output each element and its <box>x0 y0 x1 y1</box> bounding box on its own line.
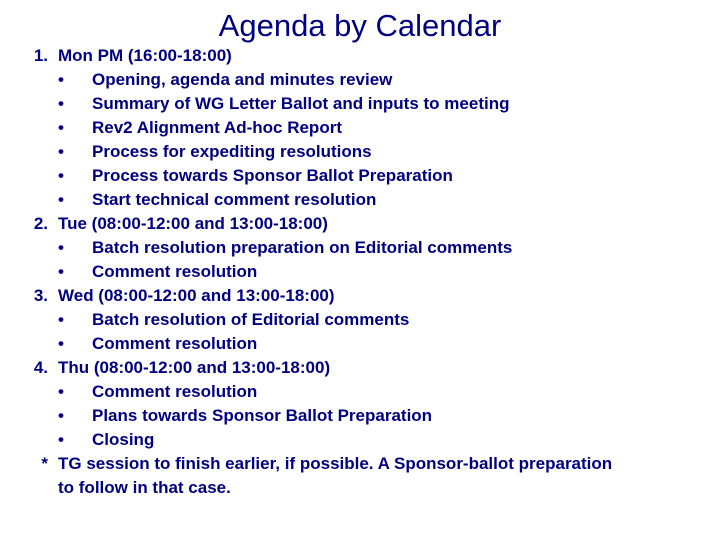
sub-item-text: Opening, agenda and minutes review <box>92 70 393 89</box>
bullet-icon: • <box>58 94 64 113</box>
sub-item-text: Plans towards Sponsor Ballot Preparation <box>92 406 433 425</box>
slide-title: Agenda by Calendar <box>218 8 502 43</box>
sub-item-text: Process towards Sponsor Ballot Preparation <box>92 166 453 185</box>
item-number: 1. <box>33 46 48 65</box>
bullet-icon: • <box>58 310 64 329</box>
agenda-item <box>20 44 710 68</box>
footnote-marker: * <box>41 454 48 473</box>
item-text: Mon PM (16:00-18:00) <box>58 46 232 65</box>
sub-item <box>20 332 710 356</box>
agenda-item <box>20 284 710 308</box>
agenda-item <box>20 356 710 380</box>
bullet-icon: • <box>58 334 64 353</box>
sub-item-text: Process for expediting resolutions <box>92 142 372 161</box>
sub-item <box>20 164 710 188</box>
sub-item-text: Comment resolution <box>92 382 258 401</box>
bullet-icon: • <box>58 190 64 209</box>
item-number: 2. <box>33 214 48 233</box>
sub-item <box>20 140 710 164</box>
sub-item-text: Comment resolution <box>92 334 258 353</box>
bullet-icon: • <box>58 430 64 449</box>
footnote <box>20 452 710 500</box>
agenda-list <box>20 44 710 500</box>
item-text: Wed (08:00-12:00 and 13:00-18:00) <box>58 286 335 305</box>
item-text: Tue (08:00-12:00 and 13:00-18:00) <box>58 214 328 233</box>
bullet-icon: • <box>58 262 64 281</box>
sub-item-text: Batch resolution of Editorial comments <box>92 310 410 329</box>
sub-item <box>20 188 710 212</box>
bullet-icon: • <box>58 142 64 161</box>
sub-item <box>20 92 710 116</box>
item-number: 3. <box>33 286 48 305</box>
item-text: Thu (08:00-12:00 and 13:00-18:00) <box>58 358 331 377</box>
agenda-item <box>20 212 710 236</box>
sub-item <box>20 380 710 404</box>
sub-item-text: Rev2 Alignment Ad-hoc Report <box>92 118 342 137</box>
sub-item-text: Closing <box>92 430 155 449</box>
sub-item-text: Batch resolution preparation on Editorial comments <box>92 238 513 257</box>
footnote-text: TG session to finish earlier, if possible. A Sponsor-ballot preparation to follow in that case. <box>58 454 613 497</box>
sub-item <box>20 404 710 428</box>
sub-item <box>20 428 710 452</box>
bullet-icon: • <box>58 406 64 425</box>
sub-item-text: Comment resolution <box>92 262 258 281</box>
sub-item <box>20 236 710 260</box>
sub-item <box>20 116 710 140</box>
sub-item <box>20 68 710 92</box>
sub-item <box>20 308 710 332</box>
bullet-icon: • <box>58 70 64 89</box>
bullet-icon: • <box>58 382 64 401</box>
bullet-icon: • <box>58 118 64 137</box>
sub-item <box>20 260 710 284</box>
bullet-icon: • <box>58 238 64 257</box>
bullet-icon: • <box>58 166 64 185</box>
sub-item-text: Summary of WG Letter Ballot and inputs to meeting <box>92 94 510 113</box>
sub-item-text: Start technical comment resolution <box>92 190 377 209</box>
item-number: 4. <box>33 358 48 377</box>
